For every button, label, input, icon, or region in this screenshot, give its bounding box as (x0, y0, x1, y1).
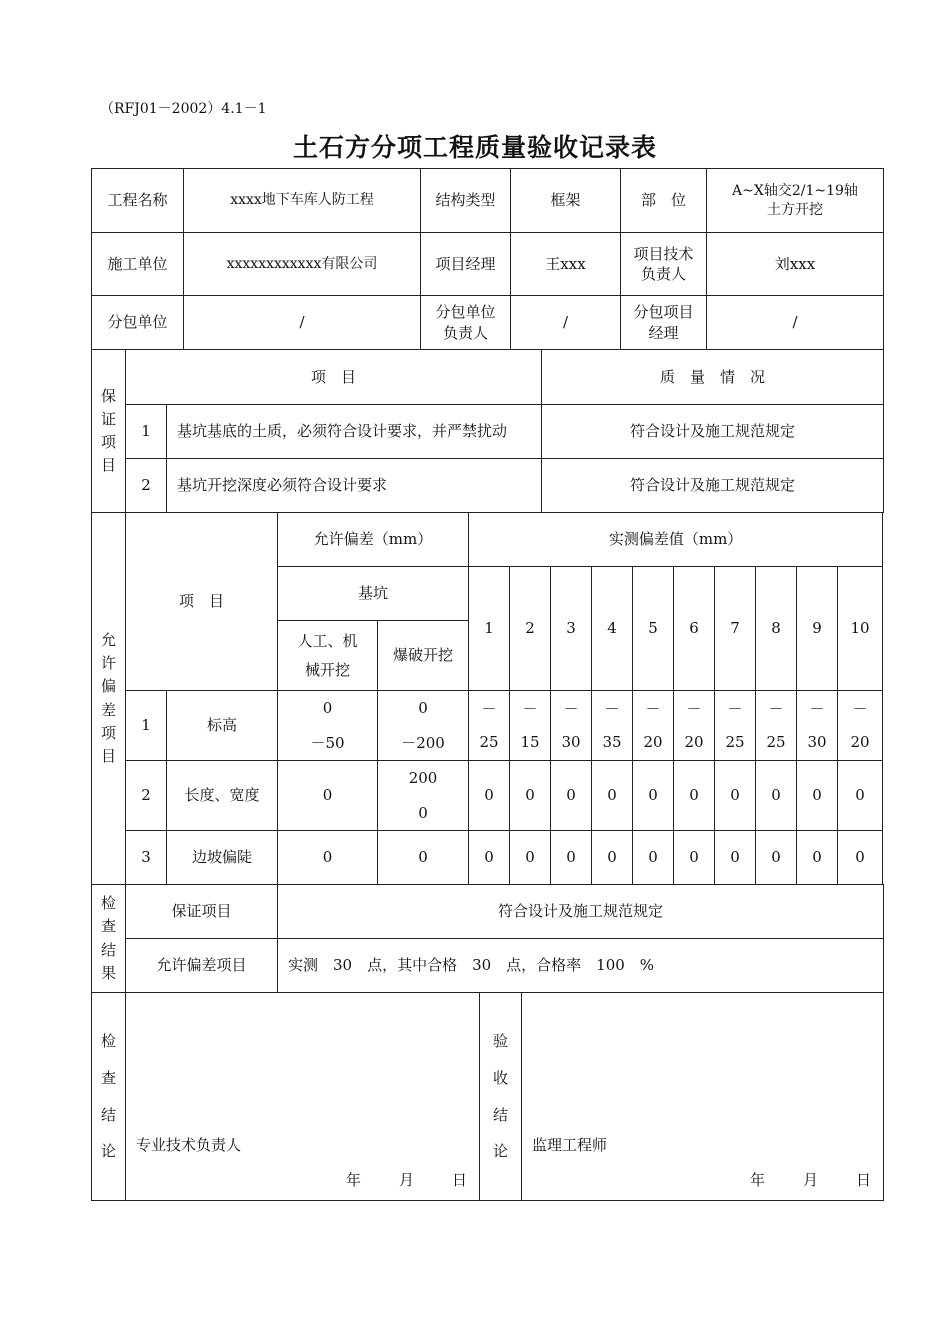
point-number: 9 (797, 567, 838, 691)
measured-value: 0 (469, 761, 510, 831)
measured-value: 0 (510, 761, 551, 831)
tolerance-items-table (91, 512, 883, 885)
measured-value: 0 (592, 761, 633, 831)
supervisor-signature-label: 监理工程师 (532, 1136, 608, 1154)
point-number: 10 (838, 567, 883, 691)
tolerance-manual-value: 0 (278, 761, 378, 831)
sub-lead-label (421, 296, 511, 350)
point-number: 2 (510, 567, 551, 691)
measured-value: 0 (633, 831, 674, 885)
measured-sign: － (852, 699, 868, 718)
tolerance-row-name: 长度、宽度 (167, 761, 278, 831)
measured-value (510, 691, 551, 761)
measured-number: 20 (643, 732, 663, 751)
sub-lead-value: / (511, 296, 621, 350)
check-date-fields (308, 1170, 467, 1190)
location-label: 部 位 (621, 169, 707, 233)
sub-pm-label-line-2: 经理 (648, 323, 679, 342)
check-tolerance-label: 允许偏差项目 (126, 939, 278, 993)
measured-value: 0 (797, 761, 838, 831)
check-guarantee-label: 保证项目 (126, 885, 278, 939)
manual-upper: 0 (322, 699, 333, 717)
measured-sign: － (563, 699, 579, 718)
check-result-side-label: 检查结果 (92, 885, 126, 993)
location-line-1: A~X轴交2/1~19轴 (732, 182, 858, 199)
tolerance-blast-value: 0 (378, 831, 469, 885)
measured-number: 20 (850, 732, 870, 751)
guarantee-row-item: 基坑基底的土质，必须符合设计要求，并严禁扰动 (167, 405, 542, 459)
project-name-label: 工程名称 (92, 169, 184, 233)
measured-value: 0 (838, 831, 883, 885)
measured-value: 0 (592, 831, 633, 885)
measured-value: 0 (838, 761, 883, 831)
measured-value: 0 (756, 831, 797, 885)
contractor-value: xxxxxxxxxxxx有限公司 (184, 233, 421, 296)
guarantee-side-label: 保证项目 (92, 350, 126, 513)
measured-value: 0 (469, 831, 510, 885)
measured-value: 0 (633, 761, 674, 831)
location-line-2: 土方开挖 (767, 201, 823, 218)
measured-number: 25 (725, 732, 745, 751)
check-conclusion-label: 检查结论 (92, 993, 126, 1201)
measured-sign: － (809, 699, 825, 718)
tech-lead-label-line-1: 项目技术 (633, 244, 694, 263)
project-manager-value: 王xxx (511, 233, 621, 296)
point-number: 3 (551, 567, 592, 691)
measured-sign: － (604, 699, 620, 718)
measured-value: 0 (674, 831, 715, 885)
table-row (92, 405, 884, 459)
measured-value (838, 691, 883, 761)
measured-value (756, 691, 797, 761)
location-value (707, 169, 884, 233)
check-guarantee-value: 符合设计及施工规范规定 (278, 885, 884, 939)
accept-date-fields (712, 1170, 871, 1190)
project-manager-label: 项目经理 (421, 233, 511, 296)
tolerance-sub-manual-line-2: 械开挖 (305, 660, 351, 679)
subcontractor-value: / (184, 296, 421, 350)
structure-type-value: 框架 (511, 169, 621, 233)
measured-sign: － (768, 699, 784, 718)
measured-number: 20 (684, 732, 704, 751)
tolerance-col-item: 项 目 (126, 513, 278, 691)
tolerance-sub-pit: 基坑 (278, 567, 469, 621)
tolerance-manual-value: 0 (278, 831, 378, 885)
year-label: 年 (749, 1171, 765, 1189)
point-number: 8 (756, 567, 797, 691)
measured-sign: － (522, 699, 538, 718)
sub-pm-label-line-1: 分包项目 (633, 303, 694, 322)
tolerance-blast-value (378, 691, 469, 761)
accept-conclusion-sign-area (522, 993, 884, 1201)
point-number: 7 (715, 567, 756, 691)
measured-value (551, 691, 592, 761)
tech-lead-label-line-2: 负责人 (640, 265, 686, 283)
tolerance-row-no: 1 (126, 691, 167, 761)
tolerance-col-measured: 实测偏差值（mm） (469, 513, 883, 567)
measured-sign: － (645, 699, 661, 718)
measured-sign: － (481, 699, 497, 718)
measured-number: 30 (807, 732, 827, 751)
table-row (92, 761, 883, 831)
tech-lead-value: 刘xxx (707, 233, 884, 296)
tech-lead-label (621, 233, 707, 296)
measured-value: 0 (674, 761, 715, 831)
guarantee-col-item: 项 目 (126, 350, 542, 405)
measured-value: 0 (715, 831, 756, 885)
measured-value: 0 (715, 761, 756, 831)
measured-number: 30 (561, 732, 581, 751)
blast-upper: 0 (418, 699, 428, 717)
table-row (92, 691, 883, 761)
measured-value: 0 (797, 831, 838, 885)
guarantee-row-no: 2 (126, 459, 167, 513)
measured-value (592, 691, 633, 761)
guarantee-col-quality: 质 量 情 况 (542, 350, 884, 405)
sub-pm-label (621, 296, 707, 350)
tolerance-sub-manual-line-1: 人工、机 (297, 632, 358, 650)
day-label: 日 (451, 1171, 467, 1189)
sub-lead-label-line-2: 负责人 (442, 323, 488, 342)
tolerance-row-name: 边坡偏陡 (167, 831, 278, 885)
point-number: 6 (674, 567, 715, 691)
measured-value: 0 (510, 831, 551, 885)
measured-number: 25 (479, 732, 499, 751)
sub-pm-value: / (707, 296, 884, 350)
month-label: 月 (802, 1171, 818, 1189)
check-result-table (91, 884, 884, 993)
subcontractor-label: 分包单位 (92, 296, 184, 350)
measured-value (674, 691, 715, 761)
month-label: 月 (398, 1171, 414, 1189)
conclusion-table (91, 992, 884, 1201)
tolerance-row-no: 3 (126, 831, 167, 885)
blast-lower: －200 (401, 733, 445, 752)
accept-conclusion-label: 验收结论 (480, 993, 522, 1201)
measured-value (797, 691, 838, 761)
tolerance-manual-value (278, 691, 378, 761)
tolerance-row-no: 2 (126, 761, 167, 831)
form-title: 土石方分项工程质量验收记录表 (292, 133, 657, 162)
measured-number: 15 (520, 732, 540, 751)
measured-value (633, 691, 674, 761)
point-number: 5 (633, 567, 674, 691)
year-label: 年 (345, 1171, 361, 1189)
measured-sign: － (686, 699, 702, 718)
blast-upper: 200 (408, 769, 438, 787)
measured-sign: － (727, 699, 743, 718)
point-number: 1 (469, 567, 510, 691)
guarantee-row-quality: 符合设计及施工规范规定 (542, 405, 884, 459)
table-row (92, 831, 883, 885)
blast-lower: 0 (418, 803, 428, 822)
measured-number: 25 (766, 732, 786, 751)
manual-lower: －50 (310, 733, 345, 752)
tolerance-blast-value (378, 761, 469, 831)
project-name-value: xxxx地下车库人防工程 (184, 169, 421, 233)
measured-value (715, 691, 756, 761)
tolerance-sub-manual (278, 621, 378, 691)
sub-lead-label-line-1: 分包单位 (435, 303, 496, 322)
guarantee-row-no: 1 (126, 405, 167, 459)
measured-number: 35 (602, 732, 622, 751)
tolerance-side-label: 允许偏差项目 (92, 513, 126, 885)
guarantee-row-item: 基坑开挖深度必须符合设计要求 (167, 459, 542, 513)
measured-value: 0 (756, 761, 797, 831)
day-label: 日 (855, 1171, 871, 1189)
check-conclusion-sign-area (126, 993, 480, 1201)
project-info-table (91, 168, 884, 350)
check-tolerance-value: 实测 30 点，其中合格 30 点，合格率 100 % (278, 939, 884, 993)
guarantee-row-quality: 符合设计及施工规范规定 (542, 459, 884, 513)
measured-value: 0 (551, 831, 592, 885)
guarantee-items-table (91, 349, 884, 513)
tolerance-row-name: 标高 (167, 691, 278, 761)
tolerance-sub-blast: 爆破开挖 (378, 621, 469, 691)
structure-type-label: 结构类型 (421, 169, 511, 233)
document-reference: （RFJ01－2002）4.1－1 (100, 101, 267, 117)
point-number: 4 (592, 567, 633, 691)
table-row (92, 459, 884, 513)
measured-value: 0 (551, 761, 592, 831)
tech-lead-signature-label: 专业技术负责人 (136, 1136, 242, 1154)
tolerance-col-allowed: 允许偏差（mm） (278, 513, 469, 567)
contractor-label: 施工单位 (92, 233, 184, 296)
measured-value (469, 691, 510, 761)
